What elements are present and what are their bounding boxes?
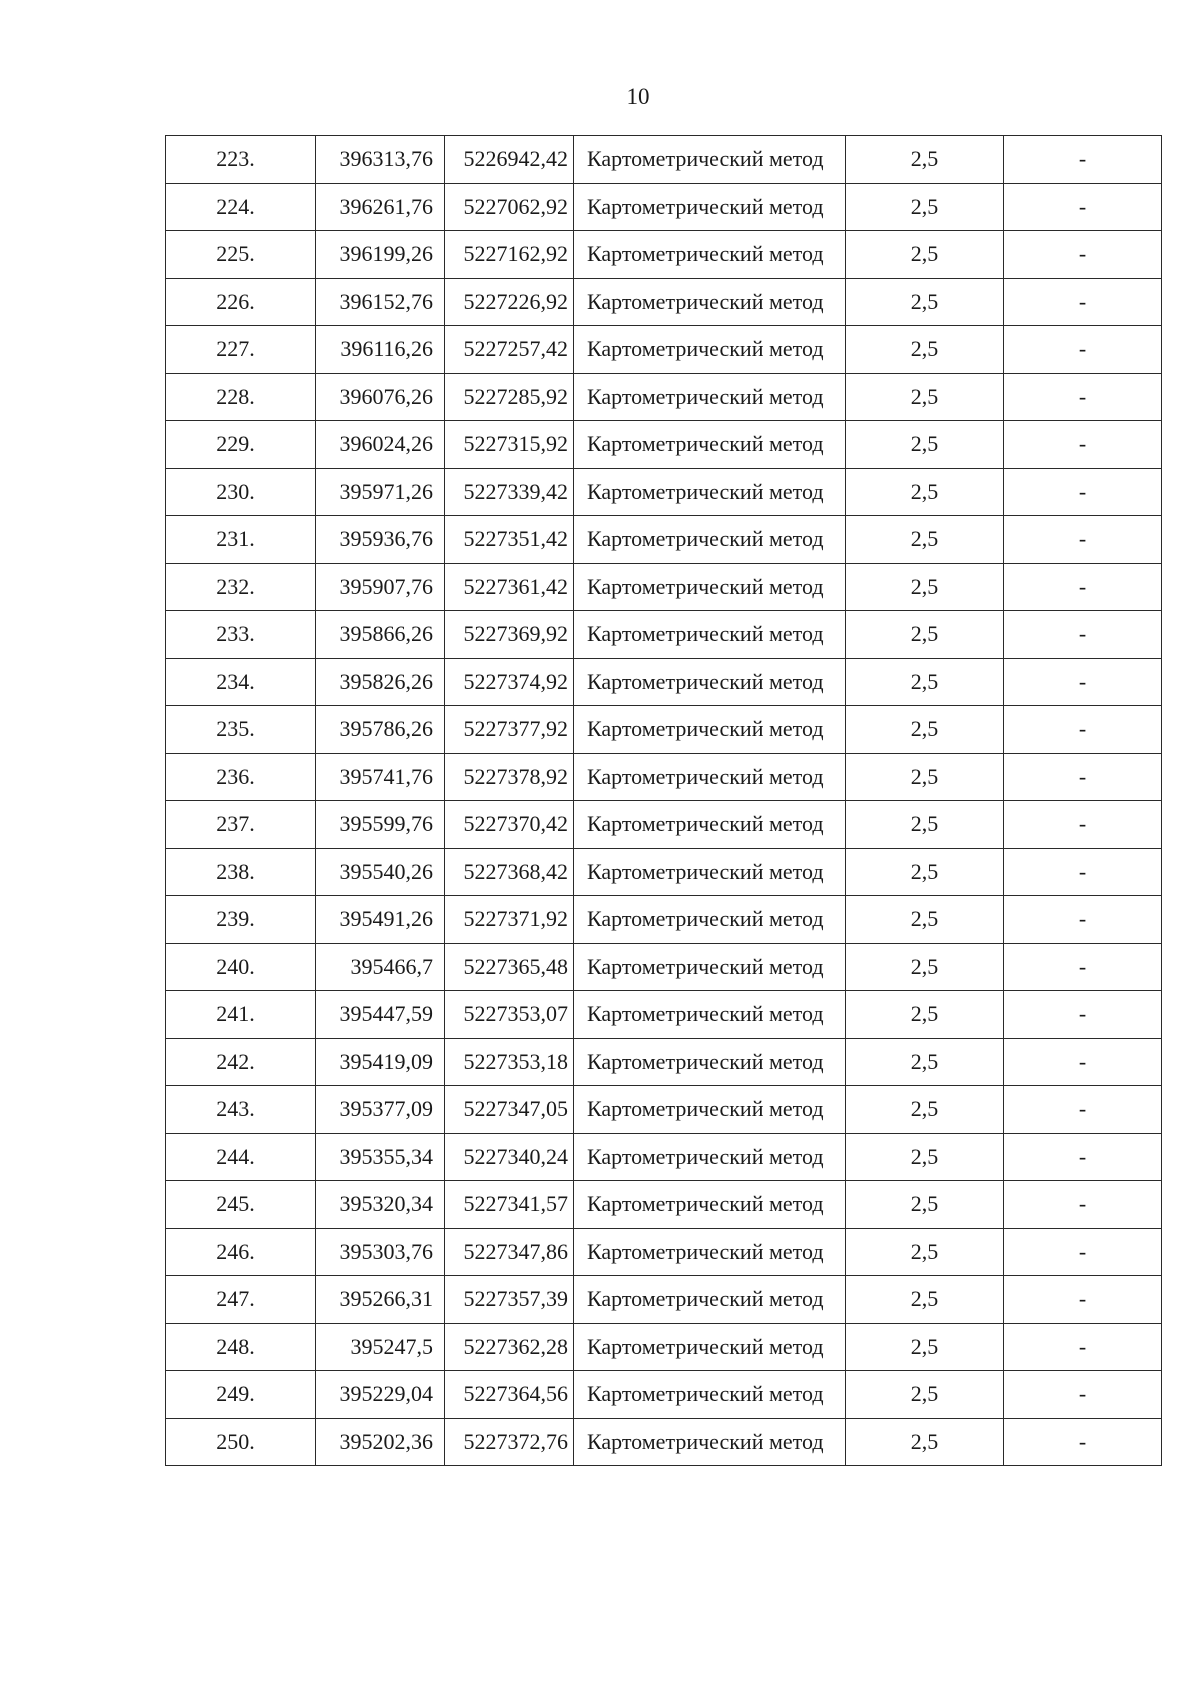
point-number-cell: 250. [166,1418,316,1466]
table-row [166,421,1162,469]
point-number-cell: 232. [166,563,316,611]
x-coordinate-cell: 395377,09 [316,1086,445,1134]
table-row [166,231,1162,279]
accuracy-cell: 2,5 [846,943,1004,991]
x-coordinate-cell: 396152,76 [316,278,445,326]
table-row [166,801,1162,849]
note-cell: - [1004,896,1162,944]
point-number-cell: 243. [166,1086,316,1134]
x-coordinate-cell: 395741,76 [316,753,445,801]
x-coordinate-cell: 396261,76 [316,183,445,231]
y-coordinate-cell: 5227371,92 [445,896,574,944]
accuracy-cell: 2,5 [846,1181,1004,1229]
table-row [166,611,1162,659]
point-number-cell: 234. [166,658,316,706]
note-cell: - [1004,801,1162,849]
table-row [166,943,1162,991]
table-row [166,373,1162,421]
method-cell: Картометрический метод [574,1038,846,1086]
table-row [166,183,1162,231]
method-cell: Картометрический метод [574,1418,846,1466]
y-coordinate-cell: 5227353,07 [445,991,574,1039]
table-row [166,278,1162,326]
point-number-cell: 224. [166,183,316,231]
method-cell: Картометрический метод [574,183,846,231]
table-row [166,516,1162,564]
y-coordinate-cell: 5227365,48 [445,943,574,991]
x-coordinate-cell: 395491,26 [316,896,445,944]
accuracy-cell: 2,5 [846,468,1004,516]
table-row [166,706,1162,754]
x-coordinate-cell: 395247,5 [316,1323,445,1371]
method-cell: Картометрический метод [574,1086,846,1134]
accuracy-cell: 2,5 [846,278,1004,326]
method-cell: Картометрический метод [574,611,846,659]
coordinates-table [165,135,1162,1466]
y-coordinate-cell: 5227378,92 [445,753,574,801]
method-cell: Картометрический метод [574,1323,846,1371]
y-coordinate-cell: 5227285,92 [445,373,574,421]
point-number-cell: 225. [166,231,316,279]
point-number-cell: 233. [166,611,316,659]
y-coordinate-cell: 5227351,42 [445,516,574,564]
method-cell: Картометрический метод [574,1133,846,1181]
accuracy-cell: 2,5 [846,1371,1004,1419]
accuracy-cell: 2,5 [846,1133,1004,1181]
table-row [166,468,1162,516]
table-row [166,1181,1162,1229]
x-coordinate-cell: 395266,31 [316,1276,445,1324]
method-cell: Картометрический метод [574,563,846,611]
table-row [166,136,1162,184]
x-coordinate-cell: 395419,09 [316,1038,445,1086]
y-coordinate-cell: 5227315,92 [445,421,574,469]
x-coordinate-cell: 395971,26 [316,468,445,516]
y-coordinate-cell: 5227353,18 [445,1038,574,1086]
accuracy-cell: 2,5 [846,753,1004,801]
accuracy-cell: 2,5 [846,658,1004,706]
table-row [166,1228,1162,1276]
x-coordinate-cell: 395320,34 [316,1181,445,1229]
point-number-cell: 245. [166,1181,316,1229]
note-cell: - [1004,611,1162,659]
accuracy-cell: 2,5 [846,801,1004,849]
note-cell: - [1004,943,1162,991]
x-coordinate-cell: 395936,76 [316,516,445,564]
y-coordinate-cell: 5227162,92 [445,231,574,279]
x-coordinate-cell: 395447,59 [316,991,445,1039]
x-coordinate-cell: 395303,76 [316,1228,445,1276]
method-cell: Картометрический метод [574,1371,846,1419]
page-number: 10 [626,84,650,109]
method-cell: Картометрический метод [574,1228,846,1276]
table-row [166,658,1162,706]
method-cell: Картометрический метод [574,516,846,564]
accuracy-cell: 2,5 [846,183,1004,231]
y-coordinate-cell: 5227370,42 [445,801,574,849]
note-cell: - [1004,231,1162,279]
y-coordinate-cell: 5227257,42 [445,326,574,374]
y-coordinate-cell: 5227347,05 [445,1086,574,1134]
method-cell: Картометрический метод [574,991,846,1039]
note-cell: - [1004,1228,1162,1276]
accuracy-cell: 2,5 [846,563,1004,611]
point-number-cell: 226. [166,278,316,326]
table-row [166,1276,1162,1324]
method-cell: Картометрический метод [574,848,846,896]
accuracy-cell: 2,5 [846,1038,1004,1086]
method-cell: Картометрический метод [574,753,846,801]
point-number-cell: 248. [166,1323,316,1371]
note-cell: - [1004,706,1162,754]
note-cell: - [1004,848,1162,896]
table-row [166,1038,1162,1086]
note-cell: - [1004,1086,1162,1134]
method-cell: Картометрический метод [574,421,846,469]
y-coordinate-cell: 5227372,76 [445,1418,574,1466]
accuracy-cell: 2,5 [846,991,1004,1039]
point-number-cell: 247. [166,1276,316,1324]
y-coordinate-cell: 5227340,24 [445,1133,574,1181]
x-coordinate-cell: 395540,26 [316,848,445,896]
point-number-cell: 240. [166,943,316,991]
method-cell: Картометрический метод [574,943,846,991]
note-cell: - [1004,1181,1162,1229]
table-row [166,1323,1162,1371]
method-cell: Картометрический метод [574,658,846,706]
note-cell: - [1004,1276,1162,1324]
method-cell: Картометрический метод [574,231,846,279]
method-cell: Картометрический метод [574,801,846,849]
table-row [166,848,1162,896]
note-cell: - [1004,326,1162,374]
accuracy-cell: 2,5 [846,1276,1004,1324]
point-number-cell: 227. [166,326,316,374]
accuracy-cell: 2,5 [846,231,1004,279]
y-coordinate-cell: 5227369,92 [445,611,574,659]
table-row [166,896,1162,944]
y-coordinate-cell: 5227362,28 [445,1323,574,1371]
x-coordinate-cell: 395786,26 [316,706,445,754]
note-cell: - [1004,183,1162,231]
note-cell: - [1004,1323,1162,1371]
note-cell: - [1004,421,1162,469]
point-number-cell: 241. [166,991,316,1039]
accuracy-cell: 2,5 [846,373,1004,421]
x-coordinate-cell: 395466,7 [316,943,445,991]
y-coordinate-cell: 5227361,42 [445,563,574,611]
method-cell: Картометрический метод [574,278,846,326]
point-number-cell: 246. [166,1228,316,1276]
y-coordinate-cell: 5227339,42 [445,468,574,516]
y-coordinate-cell: 5227226,92 [445,278,574,326]
x-coordinate-cell: 396199,26 [316,231,445,279]
method-cell: Картометрический метод [574,1276,846,1324]
accuracy-cell: 2,5 [846,1418,1004,1466]
accuracy-cell: 2,5 [846,1086,1004,1134]
x-coordinate-cell: 395907,76 [316,563,445,611]
accuracy-cell: 2,5 [846,516,1004,564]
method-cell: Картометрический метод [574,1181,846,1229]
point-number-cell: 229. [166,421,316,469]
note-cell: - [1004,468,1162,516]
point-number-cell: 239. [166,896,316,944]
x-coordinate-cell: 395202,36 [316,1418,445,1466]
x-coordinate-cell: 396116,26 [316,326,445,374]
method-cell: Картометрический метод [574,136,846,184]
note-cell: - [1004,991,1162,1039]
table-row [166,1133,1162,1181]
point-number-cell: 242. [166,1038,316,1086]
table-row [166,991,1162,1039]
point-number-cell: 237. [166,801,316,849]
y-coordinate-cell: 5227368,42 [445,848,574,896]
table-body [166,136,1162,1466]
table-row [166,1086,1162,1134]
x-coordinate-cell: 395599,76 [316,801,445,849]
accuracy-cell: 2,5 [846,848,1004,896]
note-cell: - [1004,1418,1162,1466]
x-coordinate-cell: 396313,76 [316,136,445,184]
note-cell: - [1004,373,1162,421]
accuracy-cell: 2,5 [846,326,1004,374]
accuracy-cell: 2,5 [846,1323,1004,1371]
note-cell: - [1004,278,1162,326]
accuracy-cell: 2,5 [846,136,1004,184]
note-cell: - [1004,1038,1162,1086]
y-coordinate-cell: 5227062,92 [445,183,574,231]
point-number-cell: 231. [166,516,316,564]
y-coordinate-cell: 5227364,56 [445,1371,574,1419]
x-coordinate-cell: 395826,26 [316,658,445,706]
note-cell: - [1004,753,1162,801]
note-cell: - [1004,1371,1162,1419]
note-cell: - [1004,516,1162,564]
y-coordinate-cell: 5227357,39 [445,1276,574,1324]
method-cell: Картометрический метод [574,326,846,374]
note-cell: - [1004,563,1162,611]
method-cell: Картометрический метод [574,896,846,944]
note-cell: - [1004,1133,1162,1181]
table-row [166,326,1162,374]
point-number-cell: 236. [166,753,316,801]
y-coordinate-cell: 5227341,57 [445,1181,574,1229]
x-coordinate-cell: 395355,34 [316,1133,445,1181]
y-coordinate-cell: 5227347,86 [445,1228,574,1276]
point-number-cell: 238. [166,848,316,896]
accuracy-cell: 2,5 [846,896,1004,944]
x-coordinate-cell: 396024,26 [316,421,445,469]
point-number-cell: 249. [166,1371,316,1419]
note-cell: - [1004,136,1162,184]
point-number-cell: 230. [166,468,316,516]
method-cell: Картометрический метод [574,468,846,516]
point-number-cell: 223. [166,136,316,184]
method-cell: Картометрический метод [574,373,846,421]
accuracy-cell: 2,5 [846,1228,1004,1276]
y-coordinate-cell: 5226942,42 [445,136,574,184]
note-cell: - [1004,658,1162,706]
point-number-cell: 228. [166,373,316,421]
table-row [166,753,1162,801]
y-coordinate-cell: 5227374,92 [445,658,574,706]
accuracy-cell: 2,5 [846,421,1004,469]
accuracy-cell: 2,5 [846,706,1004,754]
point-number-cell: 244. [166,1133,316,1181]
x-coordinate-cell: 395866,26 [316,611,445,659]
x-coordinate-cell: 396076,26 [316,373,445,421]
point-number-cell: 235. [166,706,316,754]
x-coordinate-cell: 395229,04 [316,1371,445,1419]
method-cell: Картометрический метод [574,706,846,754]
y-coordinate-cell: 5227377,92 [445,706,574,754]
table-row [166,1418,1162,1466]
table-row [166,563,1162,611]
accuracy-cell: 2,5 [846,611,1004,659]
table-row [166,1371,1162,1419]
